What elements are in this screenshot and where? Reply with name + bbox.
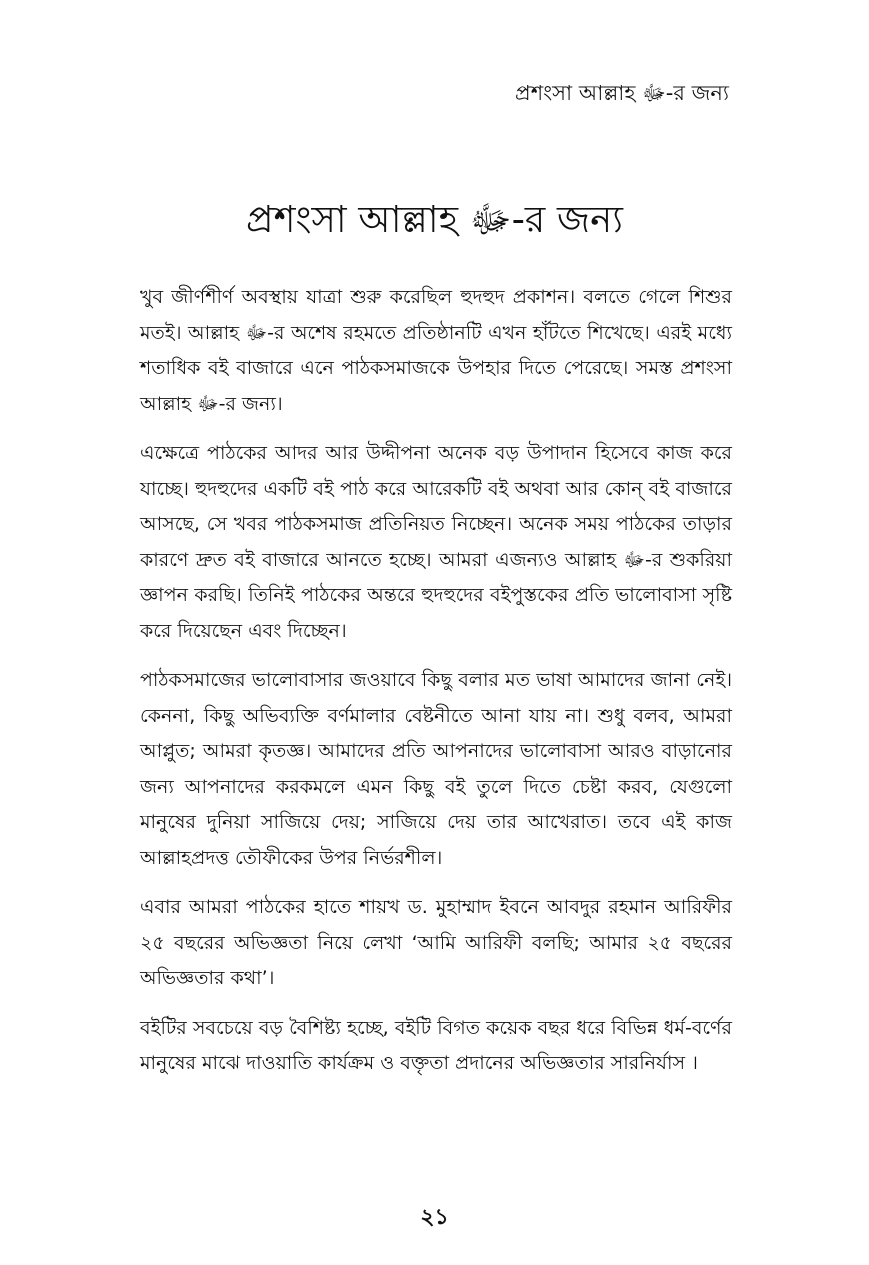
- paragraph-gratitude: পাঠকসমাজের ভালোবাসার জওয়াবে কিছু বলার মত ভাষা আমাদের জানা নেই। কেননা, কিছু অভিব্যক্তি বর্ণমালার বেষ্টনীতে আনা যায় না। শুধু বলব, আমরা আপ্লুত; আমরা কৃতজ্ঞ। আমাদের প্রতি আপনাদের ভালোবাসা আরও বাড়ানোর জন্য আপনাদের করকমলে এমন কিছু বই তুলে দিতে চেষ্টা করব, যেগুলো মানুষের দুনিয়া সাজিয়ে দেয়; সাজিয়ে দেয় তার আখেরাত। তবে এই কাজ আল্লাহপ্রদত্ত তৌফীকের উপর নির্ভরশীল।: [140, 669, 732, 869]
- running-header: প্রশংসা আল্লাহ ﷻ-র জন্য: [515, 81, 729, 105]
- body-text: [140, 280, 732, 1096]
- paragraph-book-intro: এবার আমরা পাঠকের হাতে শায়খ ড. মুহাম্মাদ ইবনে আবদুর রহমান আরিফীর ২৫ বছরের অভিজ্ঞতা নিয়ে লেখা ‘আমি আরিফী বলছি; আমার ২৫ বছরের অভিজ্ঞতার কথা’।: [140, 896, 732, 989]
- paragraph-intro: খুব জীর্ণশীর্ণ অবস্থায় যাত্রা শুরু করেছিল হুদহুদ প্রকাশন। বলতে গেলে শিশুর মতই। আল্লাহ ﷻ-র অশেষ রহমতে প্রতিষ্ঠানটি এখন হাঁটতে শিখেছে। এরই মধ্যে শতাধিক বই বাজারে এনে পাঠকসমাজকে উপহার দিতে পেরেছে। সমস্ত প্রশংসা আল্লাহ ﷻ-র জন্য।: [140, 286, 732, 415]
- paragraph-readers: এক্ষেত্রে পাঠকের আদর আর উদ্দীপনা অনেক বড় উপাদান হিসেবে কাজ করে যাচ্ছে। হুদহুদের একটি বই পাঠ করে আরেকটি বই অথবা আর কোন্ বই বাজারে আসছে, সে খবর পাঠকসমাজ প্রতিনিয়ত নিচ্ছেন। অনেক সময় পাঠকের তাড়ার কারণে দ্রুত বই বাজারে আনতে হচ্ছে। আমরা এজন্যও আল্লাহ ﷻ-র শুকরিয়া জ্ঞাপন করছি। তিনিই পাঠকের অন্তরে হুদহুদের বইপুস্তকের প্রতি ভালোবাসা সৃষ্টি করে দিয়েছেন এবং দিচ্ছেন।: [140, 442, 732, 642]
- page-title: প্রশংসা আল্লাহ ﷻ-র জন্য: [246, 198, 623, 241]
- paragraph-book-feature: বইটির সবচেয়ে বড় বৈশিষ্ট্য হচ্ছে, বইটি বিগত কয়েক বছর ধরে বিভিন্ন ধর্ম-বর্ণের মানুষের মাঝে দাওয়াতি কার্যক্রম ও বক্তৃতা প্রদানের অভিজ্ঞতার সারনির্যাস ।: [140, 1016, 732, 1074]
- page-number: ২১: [420, 1205, 449, 1230]
